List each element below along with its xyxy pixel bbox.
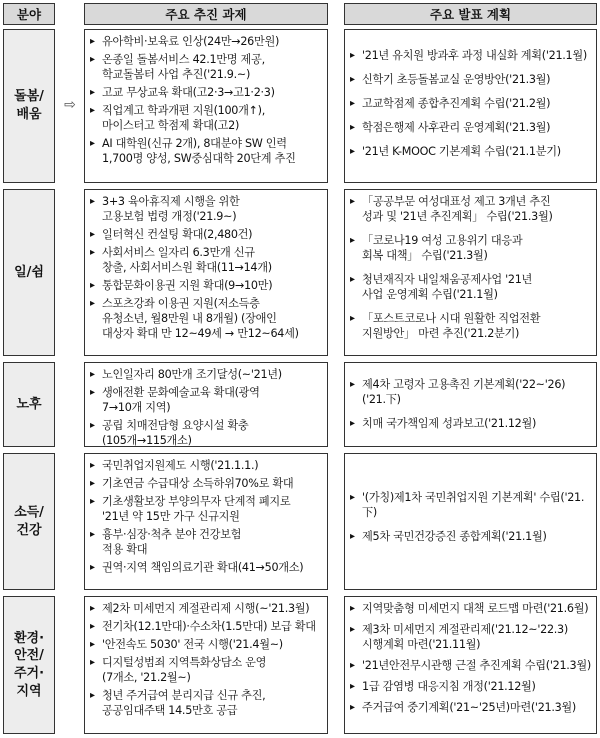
list-item: ▸ 제3차 미세먼지 계절관리제('21.12~'22.3) 시행계획 마련('21.11월)	[350, 622, 591, 652]
category-old-age	[3, 362, 55, 447]
list-item: ▸ 「코로나19 여성 고용위기 대응과 회복 대책」 수립('21.3월)	[350, 233, 591, 263]
list-item: ▸ '21년안전무시관행 근절 추진계획 수립('21.3월)	[350, 658, 591, 673]
list-item: ▸ 디지털성범죄 지역특화상담소 운영 (7개소, '21.2월~)	[90, 655, 322, 685]
list-item: ▸ 학점은행제 사후관리 운영계획('21.3월)	[350, 120, 591, 135]
tasks-box-old-age	[84, 362, 328, 447]
category-work-rest	[3, 189, 55, 356]
list-item: ▸ '21년 유치원 방과후 과정 내실화 계획('21.1월)	[350, 48, 591, 63]
list-item: ▸ 노인일자리 80만개 조기달성(~'21년)	[90, 367, 322, 382]
list-item: ▸ 사회서비스 일자리 6.3만개 신규 창출, 사회서비스원 확대(11→14개)	[90, 245, 322, 275]
list-item: ▸ 고교학점제 종합추진계획 수립('21.2월)	[350, 96, 591, 111]
list-item: ▸ 신학기 초등돌봄교실 운영방안('21.3월)	[350, 72, 591, 87]
list-item: ▸ 치매 국가책임제 성과보고('21.12월)	[350, 416, 591, 431]
category-label: 노후	[16, 396, 42, 412]
list-item: ▸ 1급 감염병 대응지침 개정('21.12월)	[350, 679, 591, 694]
tasks-box-environment	[84, 596, 328, 734]
category-label: 돌봄/ 배움	[14, 89, 44, 122]
list-item: ▸ 직업계고 학과개편 지원(100개↑), 마이스터고 학점제 확대(고2)	[90, 103, 322, 133]
list-item: ▸ '안전속도 5030' 전국 시행('21.4월~)	[90, 637, 322, 652]
list-item: ▸ 제5차 국민건강증진 종합계획('21.1월)	[350, 529, 591, 544]
list-item: ▸ 지역맞춤형 미세먼지 대책 로드맵 마련('21.6월)	[350, 601, 591, 616]
list-item: ▸ 제4차 고령자 고용촉진 기본계획('22~'26) ('21.下)	[350, 377, 591, 407]
tasks-box-work-rest	[84, 189, 328, 356]
right-arrow-icon: ⇨	[64, 97, 76, 113]
category-label: 소득/ 건강	[14, 504, 44, 538]
plans-box-care-learning	[344, 29, 597, 183]
list-item: ▸ 온종일 돌봄서비스 42.1만명 제공, 학교돌봄터 사업 추진('21.9.~)	[90, 52, 322, 82]
list-item: ▸ 일터혁신 컨설팅 확대(2,480건)	[90, 227, 322, 242]
list-item: ▸ 「공공부문 여성대표성 제고 3개년 추진 성과 및 '21년 추진계획」 수립('21.3월)	[350, 194, 591, 224]
list-item: ▸ 청년재직자 내일채움공제사업 '21년 사업 운영계획 수립('21.1월)	[350, 272, 591, 302]
list-item: ▸ 주거급여 중기계획('21~'25년)마련('21.3월)	[350, 700, 591, 715]
list-item: ▸ 스포츠강좌 이용권 지원(저소득층 유청소년, 월8만원 내 8개월) (장애인 대상자 확대 만 12~49세 → 만12~64세)	[90, 296, 322, 341]
category-income-health	[3, 453, 55, 590]
list-item: ▸ 기초생활보장 부양의무자 단계적 폐지로 '21년 약 15만 가구 신규지원	[90, 494, 322, 524]
list-item: ▸ 전기차(12.1만대)·수소차(1.5만대) 보급 확대	[90, 619, 322, 634]
plans-box-income-health	[344, 453, 597, 590]
plans-box-work-rest	[344, 189, 597, 356]
list-item: ▸ 고교 무상교육 확대(고2·3→고1·2·3)	[90, 85, 322, 100]
list-item: ▸ 국민취업지원제도 시행('21.1.1.)	[90, 458, 322, 473]
category-label: 환경· 안전/ 주거· 지역	[13, 630, 45, 699]
category-label: 일/쉼	[14, 264, 44, 280]
header-plans: 주요 발표 계획	[344, 3, 597, 25]
plans-box-old-age	[344, 362, 597, 447]
tasks-box-care-learning	[84, 29, 328, 183]
list-item: ▸ 통합문화이용권 지원 확대(9→10만)	[90, 278, 322, 293]
list-item: ▸ 제2차 미세먼지 계절관리제 시행(~'21.3월)	[90, 601, 322, 616]
list-item: ▸ 유아학비·보육료 인상(24만→26만원)	[90, 34, 322, 49]
header-category: 분야	[3, 3, 55, 25]
list-item: ▸ '(가칭)제1차 국민취업지원 기본계획' 수립('21.下)	[350, 490, 591, 520]
list-item: ▸ 권역·지역 책임의료기관 확대(41→50개소)	[90, 560, 322, 575]
list-item: ▸ 「포스트코로나 시대 원활한 직업전환 지원방안」 마련 추진('21.2분기)	[350, 311, 591, 341]
header-tasks: 주요 추진 과제	[84, 3, 328, 25]
list-item: ▸ AI 대학원(신규 2개), 8대분야 SW 인력 1,700명 양성, SW중심대학 20단계 추진	[90, 136, 322, 166]
list-item: ▸ 공립 치매전담형 요양시설 확충 (105개→115개소)	[90, 418, 322, 447]
category-environment-safety-housing-region	[3, 596, 55, 734]
list-item: ▸ 기초연금 수급대상 소득하위70%로 확대	[90, 476, 322, 491]
list-item: ▸ 청년 주거급여 분리지급 신규 추진, 공공임대주택 14.5만호 공급	[90, 688, 322, 718]
list-item: ▸ 흉부·심장·척추 분야 건강보험 적용 확대	[90, 527, 322, 557]
tasks-box-income-health	[84, 453, 328, 590]
plans-box-environment	[344, 596, 597, 734]
category-care-learning	[3, 29, 55, 183]
list-item: ▸ '21년 K-MOOC 기본계획 수립('21.1분기)	[350, 144, 591, 159]
list-item: ▸ 3+3 육아휴직제 시행을 위한 고용보험 법령 개정('21.9~)	[90, 194, 322, 224]
list-item: ▸ 생애전환 문화예술교육 확대(광역 7→10개 지역)	[90, 385, 322, 415]
